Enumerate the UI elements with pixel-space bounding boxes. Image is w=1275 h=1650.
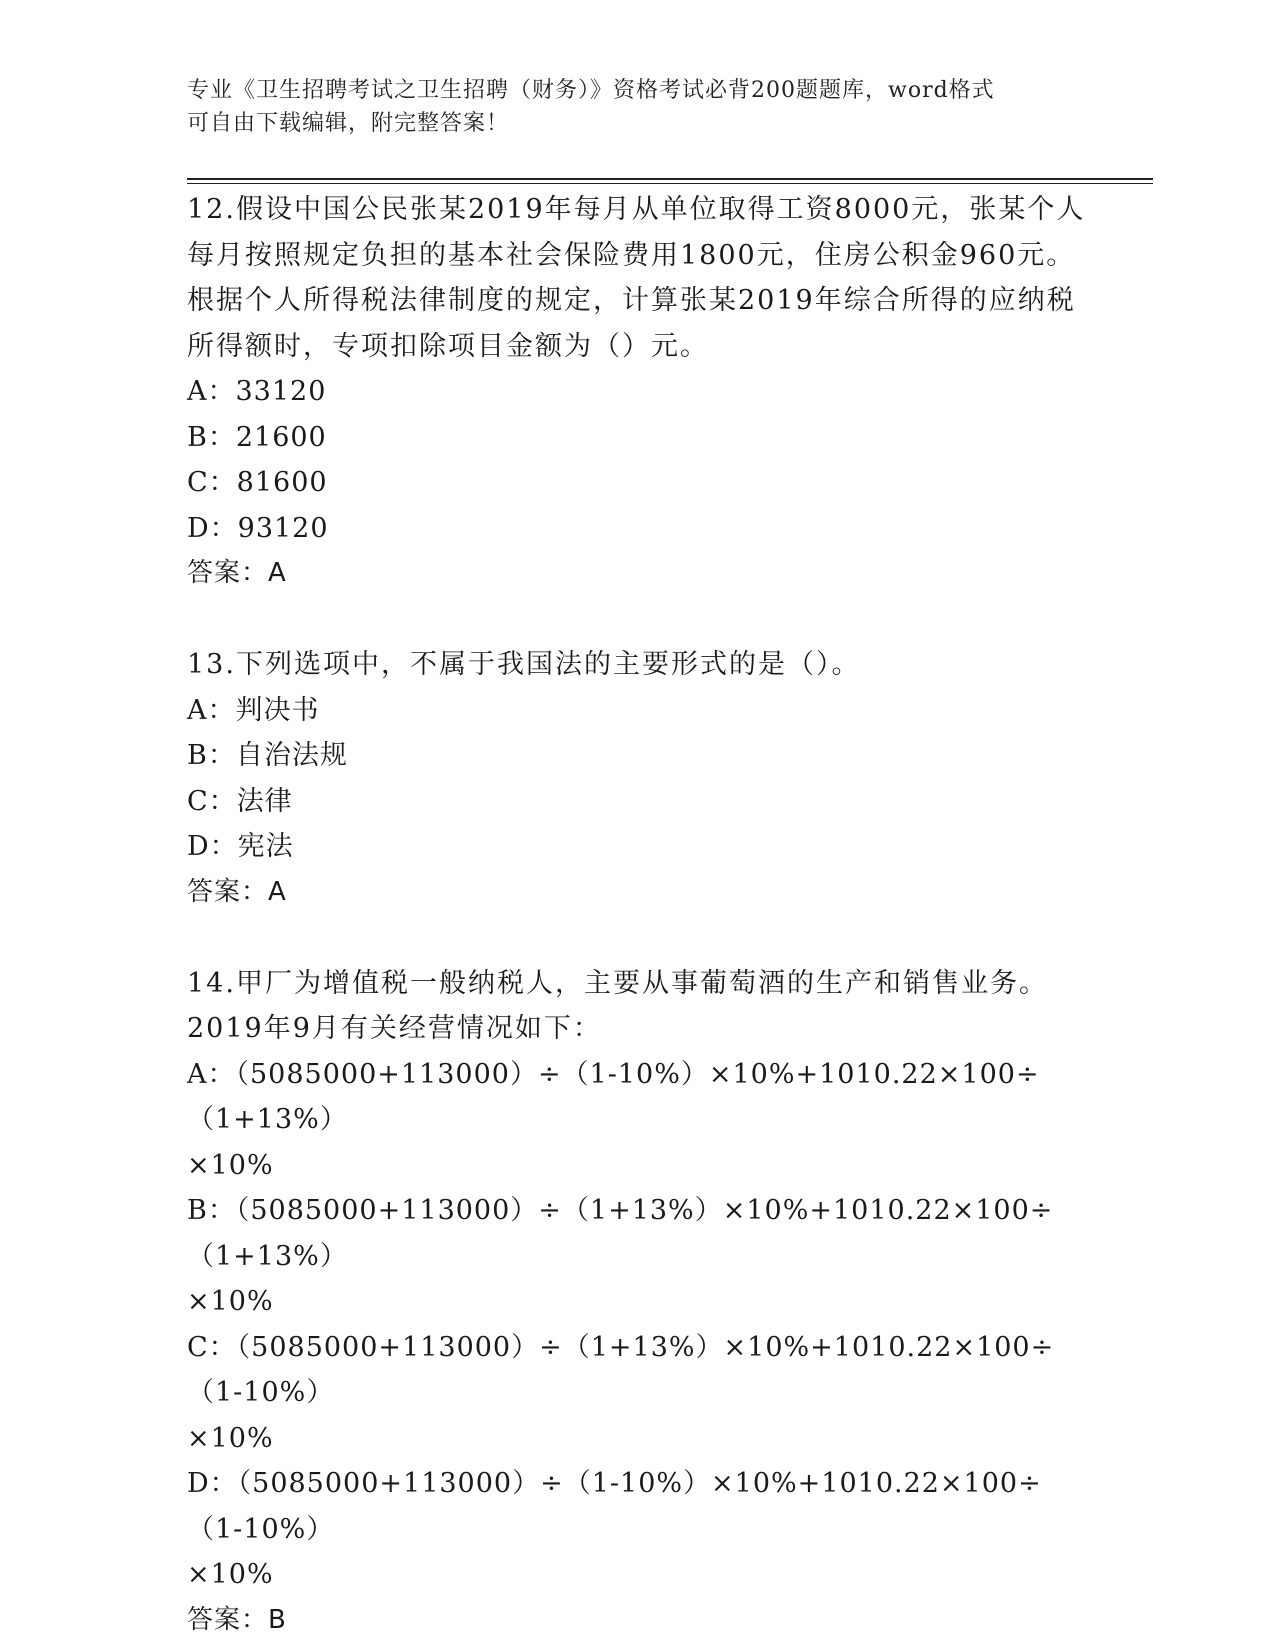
option-a: A：33120 [187, 376, 327, 407]
question-spacer [187, 915, 1087, 961]
question-spacer [187, 597, 1087, 643]
option-d-continued: ×10% [187, 1559, 274, 1590]
header-divider-thick [187, 178, 1153, 180]
option-a: A：判决书 [187, 694, 320, 726]
question-stem-line: 所得额时，专项扣除项目金额为（）元。 [187, 330, 709, 362]
option-a: A：（5085000+113000）÷（1-10%）×10%+1010.22×100÷（1+13%） [187, 1058, 1040, 1135]
header-line-2: 可自由下载编辑，附完整答案！ [187, 111, 510, 136]
option-b: B：自治法规 [187, 740, 348, 771]
option-c: C：法律 [187, 785, 293, 817]
question-stem-line: 12.假设中国公民张某2019年每月从单位取得工资8000元，张某个人 [187, 194, 1086, 225]
option-d: D：宪法 [187, 831, 294, 862]
option-b: B：21600 [187, 421, 327, 453]
option-c: C：（5085000+113000）÷（1+13%）×10%+1010.22×100÷（1-10%） [187, 1331, 1055, 1408]
header-line-1: 专业《卫生招聘考试之卫生招聘（财务）》资格考试必背200题题库，word格式 [187, 78, 995, 103]
option-b: B：（5085000+113000）÷（1+13%）×10%+1010.22×100÷（1+13%） [187, 1195, 1054, 1272]
option-d: D：（5085000+113000）÷（1-10%）×10%+1010.22×100÷（1-10%） [187, 1468, 1042, 1545]
answer-line: 答案：B [187, 1604, 287, 1635]
question-stem-line: 14.甲厂为增值税一般纳税人，主要从事葡萄酒的生产和销售业务。 [187, 967, 1048, 999]
option-c: C：81600 [187, 467, 328, 498]
question-stem-line: 每月按照规定负担的基本社会保险费用1800元，住房公积金960元。 [187, 239, 1076, 271]
question-stem-line: 根据个人所得税法律制度的规定，计算张某2019年综合所得的应纳税 [187, 285, 1076, 316]
option-c-continued: ×10% [187, 1422, 274, 1454]
question-stem-line: 13.下列选项中，不属于我国法的主要形式的是（）。 [187, 649, 861, 680]
question-14 [187, 961, 1087, 1644]
document-header [187, 74, 1067, 140]
question-list [187, 187, 1087, 1643]
option-d: D：93120 [187, 512, 329, 544]
option-b-continued: ×10% [187, 1286, 274, 1317]
question-12 [187, 187, 1087, 597]
answer-line: 答案：A [187, 558, 287, 588]
header-divider-thin [187, 183, 1153, 184]
answer-line: 答案：A [187, 876, 287, 907]
question-stem-line: 2019年9月有关经营情况如下： [187, 1013, 602, 1044]
option-a-continued: ×10% [187, 1149, 274, 1181]
question-13 [187, 642, 1087, 915]
